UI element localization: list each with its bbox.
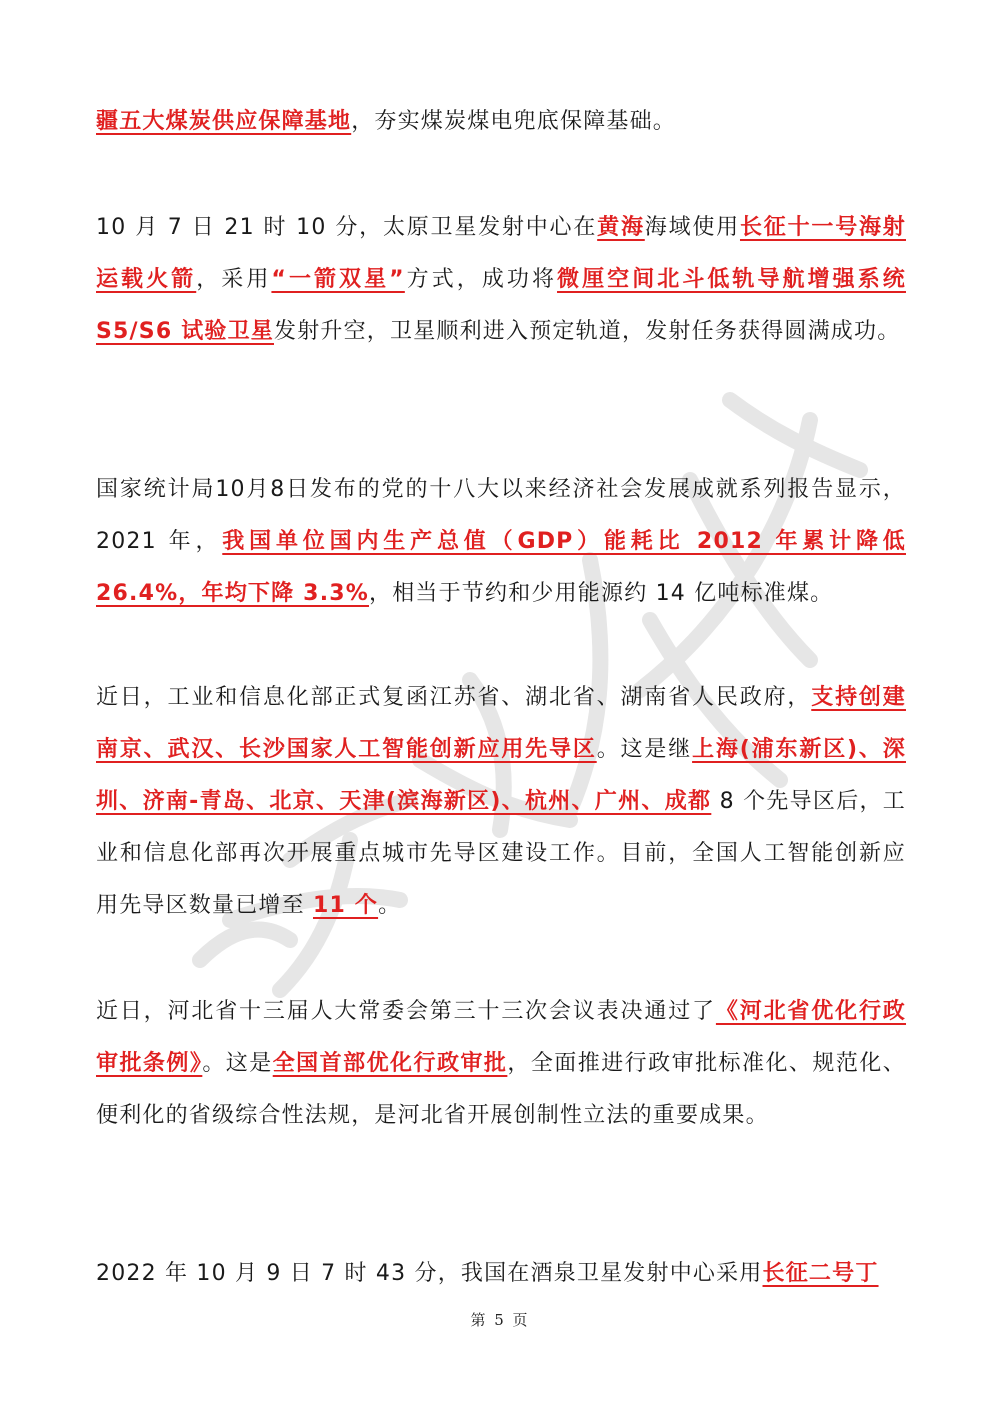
paragraph-rocket-launch [96, 202, 906, 358]
highlight-text: 全国首部优化行政审批 [272, 1051, 508, 1076]
highlight-text: 长征二号丁 [762, 1261, 879, 1286]
body-text: 发射升空，卫星顺利进入预定轨道，发射任务获得圆满成功。 [274, 319, 901, 344]
highlight-text: 我国单位国内生产总值（GDP）能耗比 2012 年累计降低 26.4%，年均下降 3.3% [96, 529, 906, 606]
highlight-text: 长征十一号海射运载火箭 [96, 215, 906, 292]
body-text: ，全面推进行政审批标准化、规范化、便利化的省级综合性法规，是河北省开展创制性立法的重要成果。 [96, 1051, 906, 1128]
body-text: 近日，河北省十三届人大常委会第三十三次会议表决通过了 [96, 999, 716, 1024]
paragraph-hebei-regulation [96, 986, 906, 1142]
highlight-text: 上海(浦东新区)、深圳、济南-青岛、北京、天津(滨海新区)、杭州、广州、成都 [96, 737, 906, 814]
body-text: 近日，工业和信息化部正式复函江苏省、湖北省、湖南省人民政府， [96, 685, 812, 710]
highlight-text: 《河北省优化行政审批条例》 [96, 999, 907, 1076]
page-number: 第 5 页 [470, 1311, 530, 1329]
paragraph-energy-stats [96, 464, 906, 620]
body-text: 。 [378, 893, 402, 918]
highlight-text: 微厘空间北斗低轨导航增强系统 S5/S6 试验卫星 [96, 267, 906, 344]
body-text: ，相当于节约和少用能源约 14 亿吨标准煤。 [369, 581, 834, 606]
body-text: 10 月 7 日 21 时 10 分，太原卫星发射中心在 [96, 215, 598, 240]
highlight-text: 疆五大煤炭供应保障基地 [96, 109, 352, 134]
body-text: 国家统计局10月8日发布的党的十八大以来经济社会发展成就系列报告显示，2021 年， [96, 477, 906, 554]
body-text: 2022 年 10 月 9 日 7 时 43 分，我国在酒泉卫星发射中心采用 [96, 1261, 763, 1286]
body-text: 。这是继 [596, 737, 693, 762]
highlight-text: 黄海 [597, 215, 645, 240]
highlight-text: 11 个 [313, 893, 379, 918]
paragraph-launch-jiuquan [96, 1248, 906, 1300]
body-text: 方式，成功将 [404, 267, 558, 292]
body-text: 海域使用 [644, 215, 740, 240]
body-text: 。这是 [202, 1051, 273, 1076]
paragraph-coal-base [96, 96, 906, 148]
highlight-text: 支持创建南京、武汉、长沙国家人工智能创新应用先导区 [96, 685, 906, 762]
body-text: ，夯实煤炭煤电兜底保障基础。 [351, 109, 677, 134]
highlight-text: “一箭双星” [271, 267, 405, 292]
body-text: ，采用 [196, 267, 272, 292]
paragraph-ai-pilot-zones [96, 672, 906, 932]
body-text: 8 个先导区后，工业和信息化部再次开展重点城市先导区建设工作。目前，全国人工智能创新应用先导区数量已增至 [96, 789, 907, 918]
